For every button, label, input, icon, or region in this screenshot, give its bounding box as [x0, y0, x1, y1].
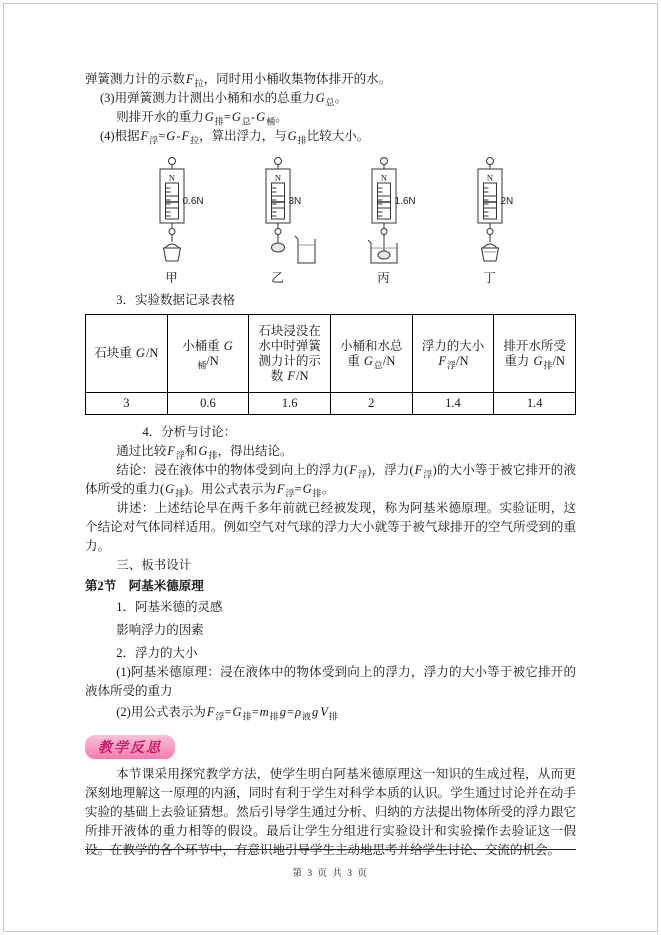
- stone-icon: [271, 243, 284, 252]
- board-design-section-title: 三、板书设计: [116, 558, 192, 572]
- board-lesson-title: 第2节 阿基米德原理: [85, 579, 204, 593]
- table-header-cell: 小桶和水总重 $G_总/N$: [330, 315, 412, 393]
- table-cell: 2: [330, 393, 412, 415]
- page-footer: [85, 849, 576, 879]
- scale-group-ding: [450, 155, 530, 286]
- table-header-cell: 石块重 G/N: [86, 315, 168, 393]
- bucket-icon: [163, 244, 180, 261]
- conclusion-paragraph: 结论：浸在液体中的物体受到向上的浮力$(F_浮)$，浮力$(F_浮)$的大小等于被它排开的液体所受的重力$(G_排)$。用公式表示为$F_浮=G_排$。: [85, 463, 576, 499]
- footer-divider: [85, 849, 576, 850]
- lecture-paragraph: 讲述：上述结论早在两千多年前就已经被发现，称为阿基米德原理。实验证明，这个结论对气体同样适用。例如空气对气球的浮力大小就等于被气球排开的空气所受到的重力。: [85, 501, 576, 553]
- scale-unit-label: N: [380, 172, 387, 183]
- table-header-cell: 排开水所受重力 $G_排/N$: [494, 315, 576, 393]
- table-value-row: [86, 393, 576, 415]
- reflection-badge: 教学反思: [85, 735, 175, 759]
- scale-caption: 丁: [483, 271, 496, 285]
- analysis-section-title: 4．分析与讨论：: [142, 425, 237, 439]
- scale-reading: 1.6N: [394, 196, 416, 207]
- spring-scale-icon: [344, 155, 424, 267]
- board-item-2: 2．浮力的大小: [116, 646, 198, 660]
- stone-icon: [378, 251, 390, 259]
- scale-reading: 0.6N: [182, 196, 204, 207]
- table-cell: 0.6: [167, 393, 249, 415]
- table-header-cell: 浮力的大小 $F_浮/N$: [412, 315, 494, 393]
- table-cell: 1.4: [494, 393, 576, 415]
- page-number: 第 3 页 共 3 页: [292, 869, 369, 879]
- board-item-1: 1．阿基米德的灵感: [116, 600, 223, 614]
- beaker-icon: [295, 236, 315, 263]
- procedure-step-4: (4)根据$F_浮=G-F_拉$，算出浮力，与$G_排$比较大小。: [100, 129, 370, 146]
- spring-scale-icon: [238, 155, 318, 267]
- scale-caption: 甲: [165, 271, 178, 285]
- procedure-step-3: (3)用弹簧测力计测出小桶和水的总重力$G_总$。: [100, 91, 348, 108]
- bucket-with-water-icon: [481, 244, 498, 261]
- board-item-1-sub: 影响浮力的因素: [116, 623, 204, 637]
- reflection-heading-row: [85, 735, 576, 759]
- table-cell: 1.6: [249, 393, 331, 415]
- table-header-cell: 小桶重 $G_桶/N$: [167, 315, 249, 393]
- table-cell: 1.4: [412, 393, 494, 415]
- spring-scale-figure: [85, 155, 576, 286]
- document-content: [85, 70, 576, 860]
- scale-group-jia: [132, 155, 212, 286]
- scale-reading: 2N: [500, 196, 514, 207]
- analysis-compare-line: 通过比较$F_浮$和$G_排$，得出结论。: [116, 444, 293, 461]
- board-item-2-1: (1)阿基米德原理：浸在液体中的物体受到向上的浮力，浮力的大小等于被它排开的液体所受的重力: [85, 665, 576, 698]
- scale-unit-label: N: [274, 172, 281, 183]
- scale-group-bing: [344, 155, 424, 286]
- procedure-formula-line: 则排开水的重力$G_排=G_总-G_桶$。: [116, 110, 288, 127]
- scale-reading: 3N: [288, 196, 302, 207]
- reflection-paragraph: 本节课采用探究教学方法，使学生明白阿基米德原理这一知识的生成过程，从而更深刻地理解这一原理的内涵，同时有利于学生对科学本质的认识。学生通过讨论并在动手实验的基础上去验证猜想。然后引导学生通过分析、归纳的方法提出物体所受的浮力跟它所排开液体的重力相等的假设。最后让学生分组进行实验设计和实验操作去验证这一假设。在教学的各个环节中，有意识地引导学生主动地思考并给学生讨论、交流的机会。: [85, 767, 576, 857]
- scale-caption: 丙: [377, 271, 390, 285]
- scale-group-yi: [238, 155, 318, 286]
- board-item-2-2: (2)用公式表示为$F_浮=G_排=m_排g=\rho_液g$ $V_排$: [116, 705, 338, 722]
- table-section-title: 3．实验数据记录表格: [116, 293, 236, 307]
- table-cell: 3: [86, 393, 168, 415]
- spring-scale-icon: [450, 155, 530, 267]
- table-header-row: [86, 315, 576, 393]
- scale-unit-label: N: [168, 172, 175, 183]
- experiment-data-table: [85, 314, 576, 415]
- table-header-cell: 石块浸没在水中时弹簧测力计的示数 F/N: [249, 315, 331, 393]
- scale-caption: 乙: [271, 271, 284, 285]
- spring-scale-icon: [132, 155, 212, 267]
- scale-unit-label: N: [486, 172, 493, 183]
- procedure-line-continuation: 弹簧测力计的示数$F_拉$，同时用小桶收集物体排开的水。: [85, 72, 392, 89]
